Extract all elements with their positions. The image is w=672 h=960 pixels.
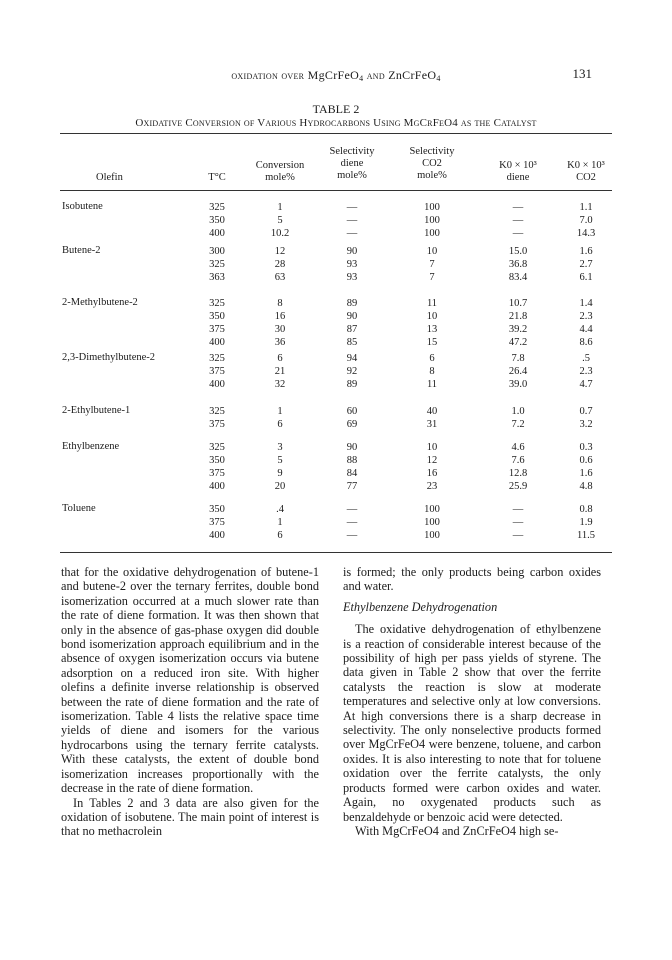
- table-row: [0, 258, 672, 271]
- cell-selectivity-diene: 85: [346, 337, 358, 348]
- cell-temp: 325: [209, 406, 225, 417]
- cell-k-co2: .5: [582, 353, 590, 364]
- body-left-column: [61, 565, 319, 839]
- header-conversion-line1: Conversion: [255, 160, 305, 171]
- cell-k-diene: 36.8: [508, 259, 528, 270]
- olefin-name: 2-Methylbutene-2: [62, 297, 138, 308]
- cell-conversion: 10.2: [270, 228, 290, 239]
- running-title-prefix: oxidation over: [231, 68, 305, 82]
- cell-temp: 325: [209, 259, 225, 270]
- cell-conversion: 6: [277, 353, 283, 364]
- cell-k-diene: 7.6: [511, 455, 525, 466]
- cell-k-diene: 83.4: [508, 272, 528, 283]
- cell-k-diene: 1.0: [511, 406, 525, 417]
- cell-selectivity-diene: 88: [346, 455, 358, 466]
- table-row: [0, 503, 672, 516]
- cell-selectivity-diene: —: [346, 215, 358, 226]
- cell-k-diene: 7.2: [511, 419, 525, 430]
- body-right-paragraph-2: The oxidative dehydrogenation of ethylbenzene is a reaction of considerable interest because of the possibility of high per pass yields of styrene. The data given in Table 2 show that over the ferrite catalysts the reaction is slow at moderate temperatures and selective only at low conversions. At high conversions there is a sharp decrease in selectivity. The only nonselective products formed over MgCrFeO4 were benzene, toluene, and carbon oxides. It is also interesting to note that for toluene oxidation over the ferrite catalysts, the only products formed were carbon oxides and water. Again, no oxygenated products such as benzaldehyde or benzoic acid were detected.: [343, 622, 601, 824]
- cell-selectivity-diene: —: [346, 504, 358, 515]
- cell-selectivity-diene: 90: [346, 442, 358, 453]
- table-row: [0, 352, 672, 365]
- cell-k-co2: 2.3: [579, 366, 593, 377]
- running-title-sub-1: 4: [359, 74, 364, 83]
- running-title-compound-2: ZnCrFeO: [388, 68, 437, 82]
- cell-k-diene: 39.2: [508, 324, 528, 335]
- cell-selectivity-diene: 93: [346, 259, 358, 270]
- cell-conversion: 16: [274, 311, 286, 322]
- cell-k-diene: —: [512, 202, 524, 213]
- cell-temp: 325: [209, 353, 225, 364]
- table-row: [0, 365, 672, 378]
- olefin-name: Butene-2: [62, 245, 101, 256]
- cell-k-co2: 2.7: [579, 259, 593, 270]
- cell-k-diene: 4.6: [511, 442, 525, 453]
- table-row: [0, 323, 672, 336]
- table-row: [0, 297, 672, 310]
- cell-k-diene: 39.0: [508, 379, 528, 390]
- table-row: [0, 245, 672, 258]
- header-selectivity-diene: [312, 146, 392, 182]
- cell-selectivity-diene: 92: [346, 366, 358, 377]
- cell-temp: 350: [209, 455, 225, 466]
- page-number: 131: [572, 66, 592, 81]
- header-k-diene: [480, 160, 556, 184]
- cell-k-co2: 1.9: [579, 517, 593, 528]
- cell-selectivity-co2: 8: [429, 366, 435, 377]
- olefin-name: Toluene: [62, 503, 96, 514]
- cell-selectivity-co2: 100: [424, 202, 440, 213]
- cell-selectivity-co2: 11: [426, 379, 438, 390]
- running-title-and: and: [366, 68, 385, 82]
- cell-k-co2: 1.4: [579, 298, 593, 309]
- cell-selectivity-diene: 69: [346, 419, 358, 430]
- cell-k-co2: 0.8: [579, 504, 593, 515]
- cell-selectivity-co2: 7: [429, 272, 435, 283]
- cell-k-co2: 6.1: [579, 272, 593, 283]
- cell-temp: 350: [209, 504, 225, 515]
- cell-k-diene: —: [512, 228, 524, 239]
- cell-conversion: 1: [277, 202, 283, 213]
- cell-k-co2: 3.2: [579, 419, 593, 430]
- cell-conversion: 36: [274, 337, 286, 348]
- cell-selectivity-co2: 12: [426, 455, 438, 466]
- cell-selectivity-co2: 100: [424, 215, 440, 226]
- cell-k-co2: 4.7: [579, 379, 593, 390]
- cell-temp: 375: [209, 468, 225, 479]
- cell-temp: 375: [209, 324, 225, 335]
- cell-k-co2: 14.3: [576, 228, 596, 239]
- cell-conversion: 6: [277, 419, 283, 430]
- cell-selectivity-diene: 93: [346, 272, 358, 283]
- cell-temp: 325: [209, 442, 225, 453]
- cell-k-diene: 15.0: [508, 246, 528, 257]
- cell-k-diene: —: [512, 517, 524, 528]
- cell-selectivity-diene: 90: [346, 246, 358, 257]
- cell-temp: 350: [209, 311, 225, 322]
- cell-conversion: 20: [274, 481, 286, 492]
- cell-k-diene: —: [512, 504, 524, 515]
- header-k-diene-line1: K0 × 10³: [499, 160, 537, 171]
- cell-conversion: .4: [276, 504, 284, 515]
- cell-temp: 400: [209, 337, 225, 348]
- cell-selectivity-diene: —: [346, 530, 358, 541]
- cell-selectivity-co2: 100: [424, 228, 440, 239]
- cell-selectivity-co2: 10: [426, 246, 438, 257]
- cell-selectivity-co2: 7: [429, 259, 435, 270]
- cell-k-diene: 10.7: [508, 298, 528, 309]
- header-sel-diene-line3: mole%: [337, 170, 367, 181]
- cell-selectivity-co2: 6: [429, 353, 435, 364]
- body-left-paragraph-1: that for the oxidative dehydrogenation of butene-1 and butene-2 over the ternary ferrites, double bond isomerization occurred at a much slower rate than the rate of diene formation. It was then shown that only in the absence of gas-phase oxygen did double bond isomerization approach equilibrium and in the absence of oxygen isomerization occurs via butene adsorption on a reduced iron site. With higher olefins a definite inverse relationship is observed between the rate of diene formation and the rate of isomerization. Table 4 lists the relative space time yields of diene and isomers for the various hydrocarbons using the ternary ferrite catalysts. With these catalysts, the extent of double bond isomerization increases proportionally with the decrease in the rate of diene formation.: [61, 565, 319, 796]
- table-row: [0, 227, 672, 240]
- cell-temp: 325: [209, 298, 225, 309]
- cell-k-co2: 1.6: [579, 246, 593, 257]
- cell-temp: 400: [209, 228, 225, 239]
- cell-k-co2: 7.0: [579, 215, 593, 226]
- cell-k-co2: 0.3: [579, 442, 593, 453]
- olefin-name: Ethylbenzene: [62, 441, 120, 452]
- cell-k-co2: 1.1: [579, 202, 593, 213]
- cell-k-diene: 7.8: [511, 353, 525, 364]
- cell-k-co2: 8.6: [579, 337, 593, 348]
- table-bottom-rule: [60, 552, 612, 553]
- cell-k-diene: —: [512, 215, 524, 226]
- cell-selectivity-diene: 77: [346, 481, 358, 492]
- cell-selectivity-co2: 10: [426, 442, 438, 453]
- header-conversion: [240, 160, 320, 184]
- table-row: [0, 454, 672, 467]
- olefin-name: 2,3-Dimethylbutene-2: [62, 352, 156, 363]
- running-title: [0, 68, 672, 83]
- running-title-compound-1: MgCrFeO: [307, 68, 360, 82]
- body-left-paragraph-2: In Tables 2 and 3 data are also given for the oxidation of isobutene. The main point of interest is that no methacrolein: [61, 795, 319, 839]
- body-right-column: [343, 565, 601, 838]
- cell-temp: 400: [209, 379, 225, 390]
- cell-selectivity-co2: 100: [424, 517, 440, 528]
- cell-selectivity-diene: —: [346, 202, 358, 213]
- cell-conversion: 1: [277, 517, 283, 528]
- cell-k-co2: 0.7: [579, 406, 593, 417]
- cell-k-diene: 12.8: [508, 468, 528, 479]
- cell-selectivity-co2: 15: [426, 337, 438, 348]
- cell-temp: 400: [209, 481, 225, 492]
- cell-selectivity-diene: 84: [346, 468, 358, 479]
- cell-k-co2: 4.8: [579, 481, 593, 492]
- cell-temp: 363: [209, 272, 225, 283]
- cell-selectivity-diene: 87: [346, 324, 358, 335]
- cell-selectivity-diene: 60: [346, 406, 358, 417]
- cell-conversion: 28: [274, 259, 286, 270]
- table-row: [0, 467, 672, 480]
- header-sel-co2-line2: CO2: [422, 158, 442, 169]
- cell-selectivity-co2: 11: [426, 298, 438, 309]
- cell-temp: 350: [209, 215, 225, 226]
- olefin-name: Isobutene: [62, 201, 103, 212]
- cell-conversion: 5: [277, 455, 283, 466]
- cell-selectivity-co2: 13: [426, 324, 438, 335]
- cell-conversion: 12: [274, 246, 286, 257]
- header-k-co2-line2: CO2: [576, 172, 596, 183]
- cell-conversion: 1: [277, 406, 283, 417]
- header-k-co2-line1: K0 × 10³: [567, 160, 605, 171]
- table-row: [0, 405, 672, 418]
- olefin-name: 2-Ethylbutene-1: [62, 405, 131, 416]
- header-sel-diene-line1: Selectivity: [329, 146, 375, 157]
- header-sel-co2-line3: mole%: [417, 170, 447, 181]
- cell-k-diene: 47.2: [508, 337, 528, 348]
- cell-conversion: 9: [277, 468, 283, 479]
- table-row: [0, 310, 672, 323]
- cell-temp: 375: [209, 517, 225, 528]
- cell-selectivity-co2: 31: [426, 419, 438, 430]
- cell-conversion: 6: [277, 530, 283, 541]
- header-temp: T°C: [208, 172, 226, 183]
- table-row: [0, 441, 672, 454]
- table-row: [0, 214, 672, 227]
- cell-k-co2: 0.6: [579, 455, 593, 466]
- cell-conversion: 21: [274, 366, 286, 377]
- cell-selectivity-diene: —: [346, 228, 358, 239]
- table-row: [0, 271, 672, 284]
- body-right-paragraph-3: With MgCrFeO4 and ZnCrFeO4 high se-: [355, 823, 559, 838]
- header-selectivity-co2: [392, 146, 472, 182]
- body-right-paragraph-1: is formed; the only products being carbon oxides and water.: [343, 565, 601, 594]
- cell-temp: 325: [209, 202, 225, 213]
- table-header-rule: [60, 190, 612, 191]
- table-top-rule: [60, 133, 612, 134]
- table-row: [0, 201, 672, 214]
- table-label: TABLE 2: [312, 102, 360, 116]
- cell-selectivity-co2: 100: [424, 530, 440, 541]
- cell-selectivity-co2: 10: [426, 311, 438, 322]
- cell-selectivity-co2: 100: [424, 504, 440, 515]
- cell-temp: 375: [209, 419, 225, 430]
- cell-selectivity-co2: 40: [426, 406, 438, 417]
- cell-conversion: 30: [274, 324, 286, 335]
- cell-selectivity-diene: —: [346, 517, 358, 528]
- section-heading-ethylbenzene: Ethylbenzene Dehydrogenation: [343, 599, 498, 614]
- cell-selectivity-diene: 89: [346, 379, 358, 390]
- cell-k-diene: —: [512, 530, 524, 541]
- cell-conversion: 5: [277, 215, 283, 226]
- cell-k-diene: 26.4: [508, 366, 528, 377]
- table-caption: Oxidative Conversion of Various Hydrocarbons Using MgCrFeO4 as the Catalyst: [135, 117, 537, 129]
- cell-selectivity-diene: 90: [346, 311, 358, 322]
- cell-conversion: 3: [277, 442, 283, 453]
- cell-k-co2: 2.3: [579, 311, 593, 322]
- cell-temp: 400: [209, 530, 225, 541]
- header-k-co2: [548, 160, 624, 184]
- cell-selectivity-diene: 94: [346, 353, 358, 364]
- cell-conversion: 8: [277, 298, 283, 309]
- table-row: [0, 480, 672, 493]
- header-olefin: Olefin: [96, 172, 123, 183]
- table-row: [0, 516, 672, 529]
- header-k-diene-line2: diene: [506, 172, 530, 183]
- cell-temp: 300: [209, 246, 225, 257]
- running-title-sub-2: 4: [436, 74, 441, 83]
- cell-conversion: 63: [274, 272, 286, 283]
- cell-k-co2: 4.4: [579, 324, 593, 335]
- cell-selectivity-co2: 16: [426, 468, 438, 479]
- header-sel-diene-line2: diene: [340, 158, 364, 169]
- header-sel-co2-line1: Selectivity: [409, 146, 455, 157]
- header-conversion-line2: mole%: [265, 172, 295, 183]
- cell-selectivity-co2: 23: [426, 481, 438, 492]
- cell-k-co2: 1.6: [579, 468, 593, 479]
- cell-temp: 375: [209, 366, 225, 377]
- table-row: [0, 529, 672, 542]
- table-row: [0, 378, 672, 391]
- cell-selectivity-diene: 89: [346, 298, 358, 309]
- running-head: [0, 66, 672, 86]
- cell-conversion: 32: [274, 379, 286, 390]
- cell-k-co2: 11.5: [577, 530, 595, 541]
- table-row: [0, 336, 672, 349]
- cell-k-diene: 25.9: [508, 481, 528, 492]
- table-row: [0, 418, 672, 431]
- cell-k-diene: 21.8: [508, 311, 528, 322]
